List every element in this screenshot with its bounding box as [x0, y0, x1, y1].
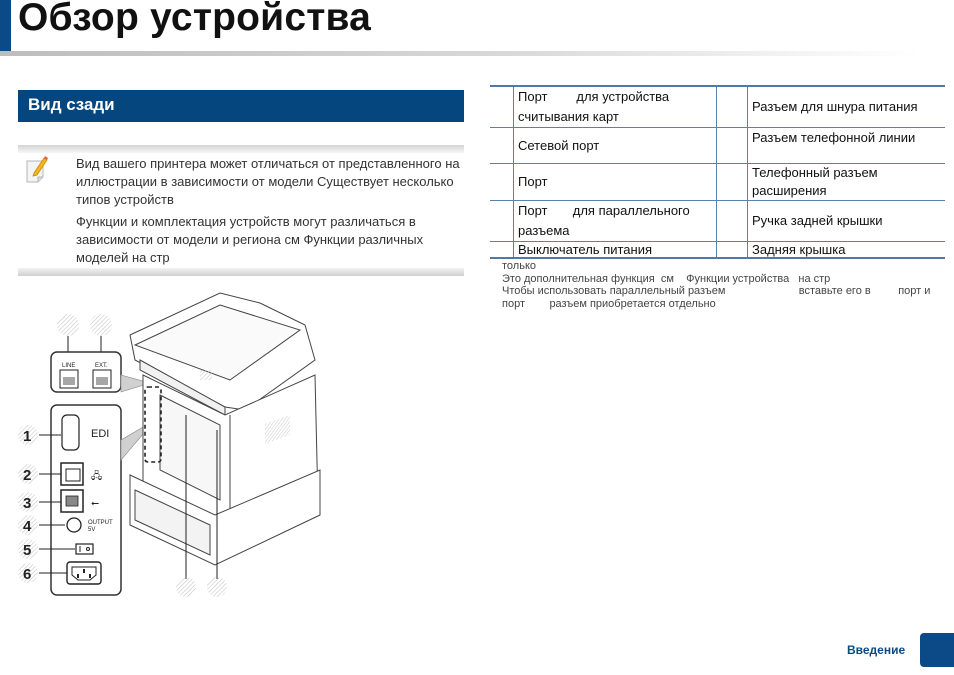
item-label: Сетевой порт — [514, 128, 717, 164]
callout-circle — [57, 314, 79, 336]
svg-text:3: 3 — [23, 495, 32, 512]
table-row — [490, 164, 945, 201]
note-paragraph: Вид вашего принтера может отличаться от представленного на иллюстрации в зависимости от модели Существует несколько типов устройств — [76, 156, 460, 207]
legend-table — [490, 85, 945, 259]
item-number — [717, 242, 748, 259]
table-row — [490, 86, 945, 128]
item-label: Порт для параллельного разъема — [514, 201, 717, 242]
svg-text:OUTPUT: OUTPUT — [88, 520, 113, 526]
svg-text:🖧: 🖧 — [91, 471, 103, 482]
item-label: Выключатель питания — [514, 242, 717, 259]
item-number — [717, 164, 748, 201]
svg-text:EXT.: EXT. — [95, 363, 108, 369]
note-pencil-icon — [25, 155, 49, 183]
svg-text:⭠: ⭠ — [91, 498, 99, 509]
page-number-tab — [920, 633, 954, 667]
note-top-bar — [18, 145, 464, 153]
svg-text:5: 5 — [23, 542, 32, 559]
callout-circle — [90, 314, 112, 336]
page-title: Обзор устройства — [18, 0, 372, 39]
item-label: Телефонный разъем расширения — [748, 164, 946, 201]
table-row — [490, 128, 945, 164]
footer-section-link[interactable]: Введение — [847, 643, 906, 657]
svg-text:2: 2 — [23, 467, 32, 484]
item-label: Разъем для шнура питания — [748, 86, 946, 128]
item-label: Задняя крышка — [748, 242, 946, 259]
item-number — [717, 86, 748, 128]
title-divider — [0, 51, 920, 56]
footnote: только — [502, 260, 536, 272]
item-label: Разъем телефонной линии — [748, 128, 946, 164]
svg-text:EDI: EDI — [91, 428, 110, 440]
svg-text:5V: 5V — [88, 527, 96, 533]
note-bottom-bar — [18, 268, 464, 276]
title-accent-bar — [0, 0, 11, 52]
note-text — [76, 155, 468, 271]
item-number — [490, 164, 514, 201]
svg-text:6: 6 — [23, 566, 32, 583]
item-label: Ручка задней крышки — [748, 201, 946, 242]
note-paragraph: Функции и комплектация устройств могут различаться в зависимости от модели и региона см Функции различных моделей на стр — [76, 214, 424, 265]
svg-text:LINE: LINE — [62, 363, 76, 369]
item-number — [717, 128, 748, 164]
footnote: Это дополнительная функция см Функции устройства на стр — [502, 272, 831, 285]
svg-text:1: 1 — [23, 428, 32, 445]
item-number — [717, 201, 748, 242]
table-row — [490, 201, 945, 242]
item-number — [490, 86, 514, 128]
printer-rear-view-figure — [15, 285, 335, 605]
section-header: Вид сзади — [18, 90, 464, 122]
footnotes — [502, 260, 947, 310]
item-label: Порт для устройства считывания карт — [514, 86, 717, 128]
item-number — [490, 128, 514, 164]
item-label: Порт — [514, 164, 717, 201]
table-row — [490, 242, 945, 259]
svg-text:4: 4 — [23, 518, 32, 535]
item-number — [490, 242, 514, 259]
item-number — [490, 201, 514, 242]
footnote: порт разъем приобретается отдельно — [502, 297, 716, 310]
footnote: Чтобы использовать параллельный разъем вставьте его в порт и — [502, 285, 931, 297]
